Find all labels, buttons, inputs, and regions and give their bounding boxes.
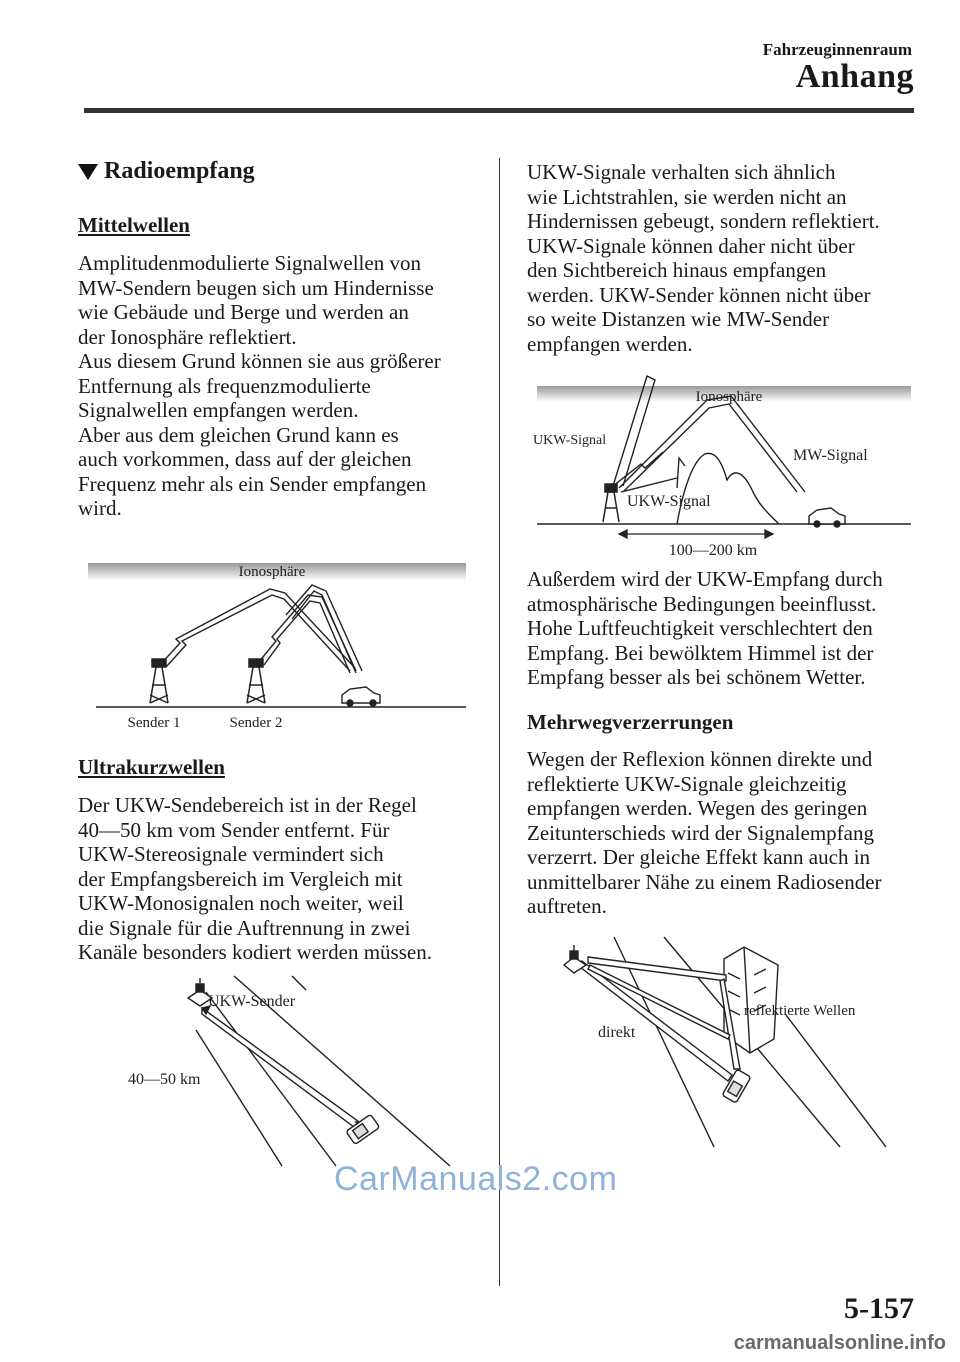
text-line: Aus diesem Grund können sie aus größerer [78,349,441,373]
section-title-text: Radioempfang [104,158,255,184]
text-line: auch vorkommen, dass auf der gleichen [78,447,412,471]
signal-arrows [580,957,740,1081]
section-heading [78,158,255,185]
triangle-bullet-icon [78,164,98,180]
text-line: werden. UKW-Sender können nicht über [527,282,871,307]
distance-label: 100—200 km [668,542,758,559]
tower-icon [603,484,619,522]
reflected-label: reflektierte Wellen [744,1003,856,1019]
ukw-signal-top-label: UKW-Signal [533,433,607,448]
text-line: Wegen der Reflexion können direkte und [527,747,873,771]
mw-heading: Mittelwellen [78,213,190,237]
car-icon [809,508,845,527]
text-line: unmittelbarer Nähe zu einem Radiosender [527,869,882,894]
mountain-outline [677,453,779,524]
text-line: Der UKW-Sendebereich ist in der Regel [78,793,417,817]
chapter-title: Anhang [795,58,914,95]
text-line: den Sichtbereich hinaus empfangen [527,258,827,282]
text-line: wie Gebäude und Berge und werden an [78,300,409,324]
car-icon [342,687,380,706]
text-line: Amplitudenmodulierte Signalwellen von [78,251,421,275]
text-line: atmosphärische Bedingungen beeinflusst. [527,591,877,616]
tower-icon [247,659,265,703]
text-line: auftreten. [527,894,607,918]
text-line: empfangen werden. [527,331,693,356]
multipath-paragraph [527,747,927,919]
text-line: UKW-Stereosignale vermindert sich [78,842,384,866]
text-line: 40—50 km vom Sender entfernt. Für [78,817,390,842]
text-line: Aber aus dem gleichen Grund kann es [78,422,399,447]
ukw-range-diagram [110,970,470,1170]
weather-paragraph [527,567,927,690]
mw-signal-label: MW-Signal [793,447,868,464]
text-line: Entfernung als frequenzmodulierte [78,373,371,398]
text-line: Kanäle besonders kodiert werden müssen. [78,940,432,964]
ukw-intro-paragraph [527,160,927,356]
multipath-heading: Mehrwegverzerrungen [527,710,734,734]
ukw-signal-bottom-label: UKW-Signal [627,493,711,510]
text-line: UKW-Monosignalen noch weiter, weil [78,891,404,915]
text-line: wird. [78,496,122,520]
ionosphere-label: Ionosphäre [695,389,763,405]
text-line: Frequenz mehr als ein Sender empfangen [78,471,427,496]
ionosphere-label: Ionosphäre [238,564,306,580]
text-line: Empfang besser als bei schönem Wetter. [527,665,866,689]
text-line: MW-Sendern beugen sich um Hindernisse [78,275,434,300]
text-line: der Ionosphäre reflektiert. [78,324,297,349]
ukw-heading: Ultrakurzwellen [78,755,225,779]
watermark: carmanualsonline.info [733,1332,946,1354]
text-line: empfangen werden. Wegen des geringen [527,796,868,820]
text-line: Hohe Luftfeuchtigkeit verschlechtert den [527,616,873,640]
header-divider [84,108,914,113]
text-line: Zeitunterschieds wird der Signalempfang [527,820,874,845]
mw-ionosphere-diagram [80,555,470,735]
sender2-label: Sender 2 [229,715,283,731]
column-divider [499,158,500,1286]
direct-label: direkt [598,1024,636,1041]
text-line: wie Lichtstrahlen, sie werden nicht an [527,184,847,209]
sender1-label: Sender 1 [127,715,181,731]
text-line: UKW-Signale können daher nicht über [527,233,855,258]
ukw-paragraph [78,793,478,965]
chapter-subtitle: Fahrzeuginnenraum [762,40,912,59]
text-line: UKW-Signale verhalten sich ähnlich [527,160,836,184]
multipath-diagram [540,935,910,1150]
text-line: reflektierte UKW-Signale gleichzeitig [527,771,847,796]
tower-icon [150,659,168,703]
text-line: Signalwellen empfangen werden. [78,398,359,422]
text-line: die Signale für die Auftrennung in zwei [78,915,411,940]
station-label: UKW-Sender [208,993,296,1010]
page-number: 5-157 [844,1292,914,1325]
distance-label: 40—50 km [128,1071,201,1088]
ukw-mw-comparison-diagram [527,370,917,562]
text-line: Außerdem wird der UKW-Empfang durch [527,567,883,591]
text-line: Empfang. Bei bewölktem Himmel ist der [527,640,874,665]
text-line: verzerrt. Der gleiche Effekt kann auch in [527,845,871,869]
distance-dimension [619,530,773,538]
text-line: Hindernissen gebeugt, sondern reflektiert. [527,209,880,233]
text-line: der Empfangsbereich im Vergleich mit [78,866,403,891]
watermark: CarManuals2.com [334,1160,618,1198]
text-line: so weite Distanzen wie MW-Sender [527,307,830,331]
mw-paragraph [78,251,478,521]
